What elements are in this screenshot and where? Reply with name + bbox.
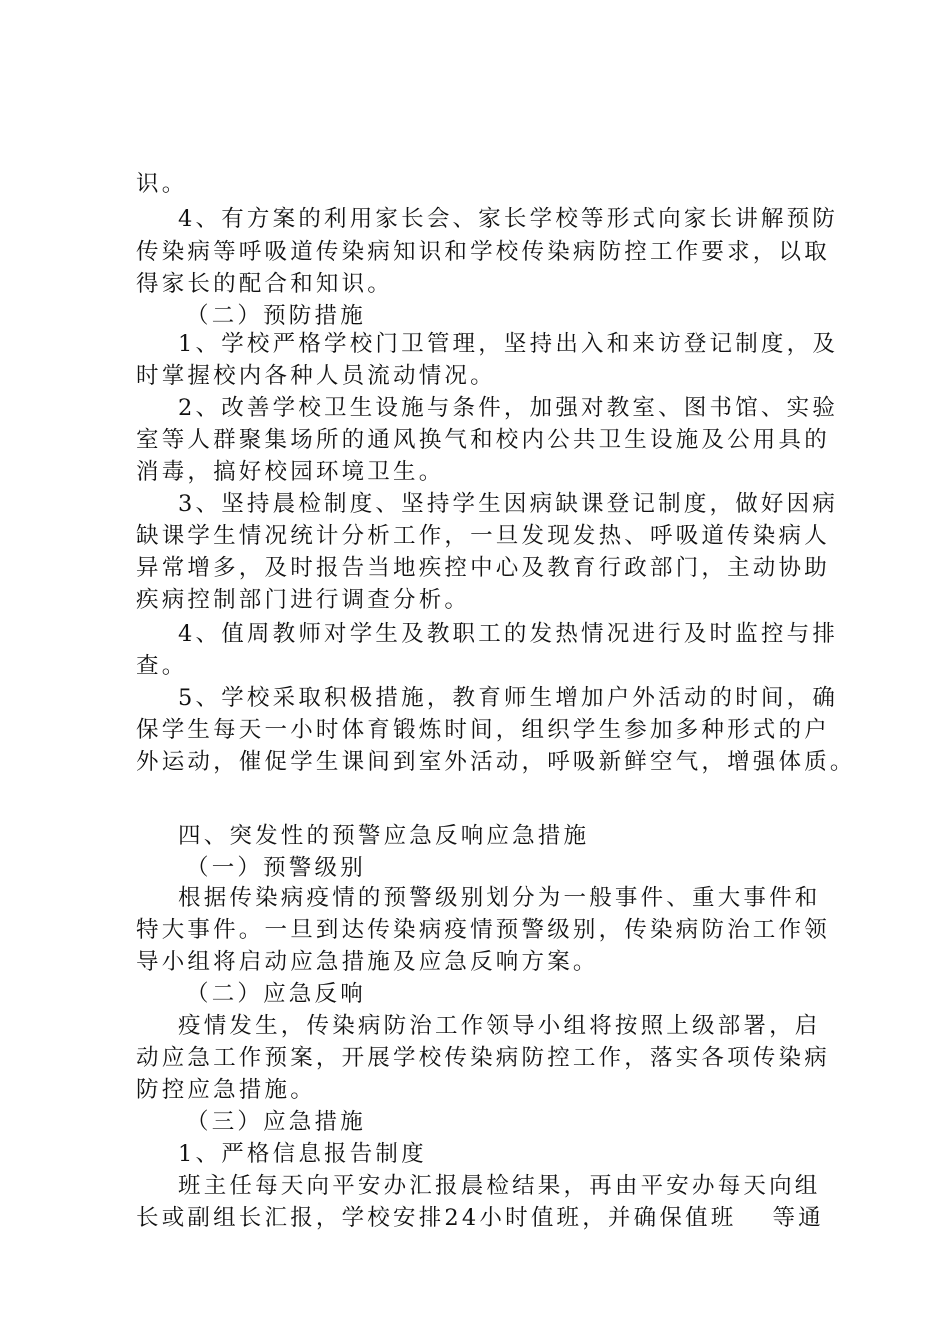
text-line-30: 1、严格信息报告制度 — [178, 1141, 427, 1167]
text-line-12: 缺课学生情况统计分析工作，一旦发现发热、呼吸道传染病人 — [136, 523, 830, 549]
text-line-13: 异常增多，及时报告当地疾控中心及教育行政部门，主动协助 — [136, 555, 830, 581]
text-line-7: 时掌握校内各种人员流动情况。 — [136, 363, 496, 389]
section-heading-emergency: 四、突发性的预警应急反响应急措施 — [178, 823, 590, 849]
text-line-24: 导小组将启动应急措施及应急反响方案。 — [136, 949, 599, 975]
text-line-27: 动应急工作预案，开展学校传染病防控工作，落实各项传染病 — [136, 1045, 830, 1071]
text-line-17: 5、学校采取积极措施，教育师生增加户外活动的时间，确 — [178, 685, 839, 711]
text-line-18: 保学生每天一小时体育锻炼时间，组织学生参加多种形式的户 — [136, 717, 830, 743]
text-line-26: 疫情发生，传染病防治工作领导小组将按照上级部署，启 — [178, 1013, 821, 1039]
subheading-prevention-measures: （二）预防措施 — [186, 303, 366, 329]
text-line-19: 外运动，催促学生课间到室外活动，呼吸新鲜空气，增强体质。 — [136, 749, 856, 775]
text-line-3: 传染病等呼吸道传染病知识和学校传染病防控工作要求，以取 — [136, 239, 830, 265]
text-line-31: 班主任每天向平安办汇报晨检结果，再由平安办每天向组 — [178, 1173, 821, 1199]
subheading-emergency-measures: （三）应急措施 — [186, 1109, 366, 1135]
text-line-32: 长或副组长汇报，学校安排24小时值班，并确保值班 等通 — [136, 1205, 824, 1231]
text-line-6: 1、学校严格学校门卫管理，坚持出入和来访登记制度，及 — [178, 331, 839, 357]
text-line-23: 特大事件。一旦到达传染病疫情预警级别，传染病防治工作领 — [136, 917, 830, 943]
text-line-11: 3、坚持晨检制度、坚持学生因病缺课登记制度，做好因病 — [178, 491, 839, 517]
text-line-4: 得家长的配合和知识。 — [136, 271, 394, 297]
text-line-15: 4、值周教师对学生及教职工的发热情况进行及时监控与排 — [178, 621, 839, 647]
subheading-warning-level: （一）预警级别 — [186, 855, 366, 881]
text-line-14: 疾病控制部门进行调查分析。 — [136, 587, 471, 613]
text-line-8: 2、改善学校卫生设施与条件，加强对教室、图书馆、实验 — [178, 395, 839, 421]
text-line-9: 室等人群聚集场所的通风换气和校内公共卫生设施及公用具的 — [136, 427, 830, 453]
text-line-22: 根据传染病疫情的预警级别划分为一般事件、重大事件和 — [178, 885, 821, 911]
text-line-2: 4、有方案的利用家长会、家长学校等形式向家长讲解预防 — [178, 206, 839, 232]
text-line-10: 消毒，搞好校园环境卫生。 — [136, 459, 445, 485]
text-line-28: 防控应急措施。 — [136, 1077, 316, 1103]
text-line-16: 查。 — [136, 653, 188, 679]
text-line-1: 识。 — [136, 171, 188, 197]
subheading-emergency-response: （二）应急反响 — [186, 981, 366, 1007]
